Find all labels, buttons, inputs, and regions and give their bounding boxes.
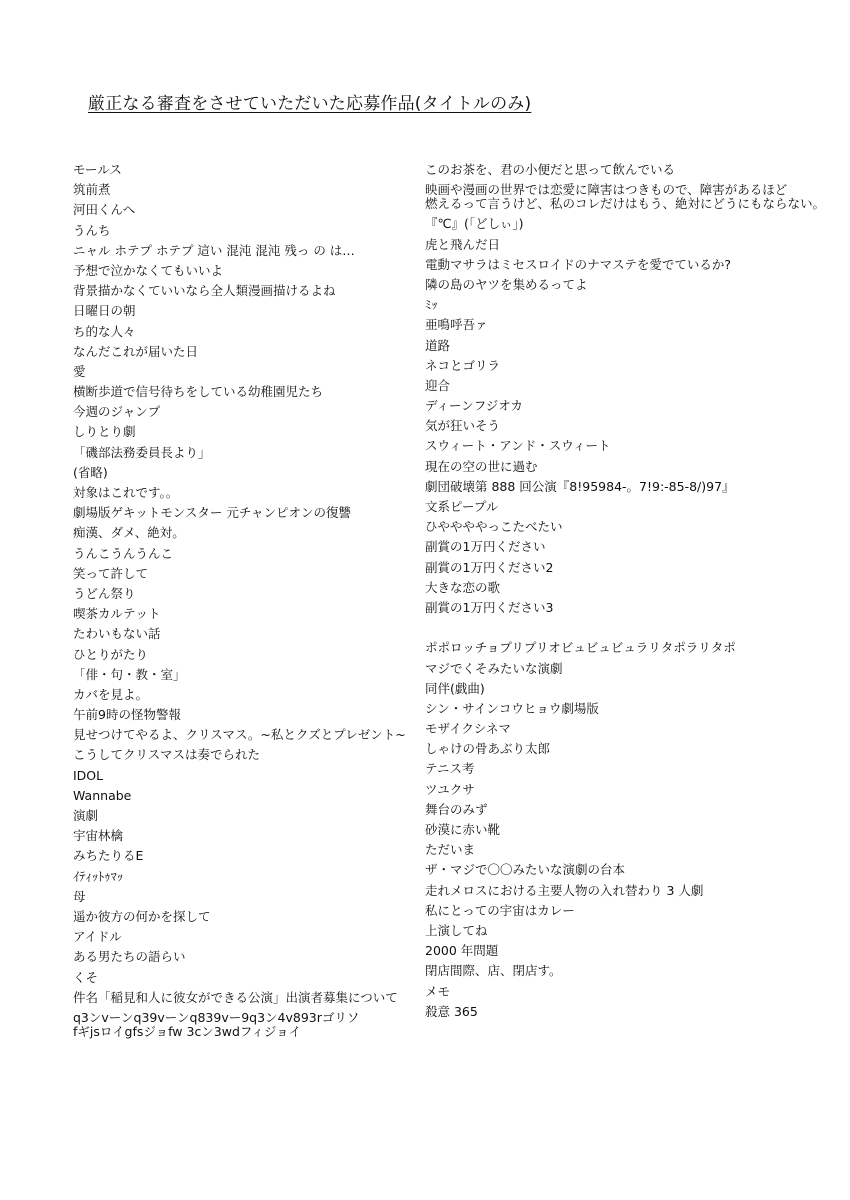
entry-title: みちたりるE (73, 848, 144, 864)
entry-title: 上演してね (425, 922, 488, 938)
entry-title: 大きな恋の歌 (425, 579, 501, 595)
entry-title: スウィート・アンド・スウィート (425, 438, 611, 454)
entry-title: アイドル (73, 929, 122, 945)
entry-title: 「俳・句・教・室」 (73, 666, 186, 682)
entry-title: ディーンフジオカ (425, 398, 523, 414)
entry-title: 映画や漫画の世界では恋愛に障害はつきもので、障害があるほど 燃えるって言うけど、私のコレだけはもう、絶対にどうにもならない。 (425, 182, 826, 212)
entry-title: ﾐｯ (425, 297, 438, 313)
entry-title: メモ (425, 983, 451, 999)
entry-title: モザイクシネマ (425, 721, 512, 737)
entry-title: 日曜日の朝 (73, 303, 136, 319)
entry-title: こうしてクリスマスは奏でられた (73, 747, 261, 763)
entry-title: 午前9時の怪物警報 (73, 707, 181, 723)
entry-title: ネコとゴリラ (425, 357, 501, 373)
entry-title: しりとり劇 (73, 424, 136, 440)
entry-title: IDOL (73, 767, 104, 783)
entry-title: Wannabe (73, 787, 132, 803)
entry-title: ポポロッチョプリプリオビュビュビュラリタポラリタポ (425, 640, 736, 656)
entry-title: シン・サインコウヒョウ劇場版 (425, 700, 599, 716)
entry-title: ち的な人々 (73, 323, 136, 339)
entry-title: 筑前煮 (73, 182, 111, 198)
entry-title: ザ・マジで〇〇みたいな演劇の台本 (425, 862, 626, 878)
entry-title: 私にとっての宇宙はカレー (425, 902, 575, 918)
entry-title: 喫茶カルテット (73, 606, 161, 622)
entry-title: ｲﾃｨｯﾄｩﾏｯ (73, 868, 124, 884)
entry-title: 件名「稲見和人に彼女ができる公演」出演者募集について (73, 989, 398, 1005)
entry-title: 演劇 (73, 808, 99, 823)
title-list-right (425, 163, 825, 1025)
entry-title: モールス (73, 162, 122, 177)
entry-title: 愛 (73, 363, 86, 379)
entry-title: 隣の島のヤツを集めるってよ (425, 276, 588, 292)
entry-title: 母 (73, 888, 86, 904)
entry-title: ある男たちの語らい (73, 949, 186, 965)
entry-title: 亜鳴呼吾ァ (425, 317, 488, 333)
entry-title: 気が狂いそう (425, 418, 501, 434)
entry-title: ツユクサ (425, 781, 475, 797)
entry-title: 遥か彼方の何かを探して (73, 908, 211, 924)
entry-title: 殺意 365 (425, 1003, 478, 1019)
entry-title: 現在の空の世に過む (425, 458, 538, 474)
entry-title: q3ンvーンq39vーンq839vー9q3ン4v893rゴリソ fギjsロイgfsジョfw 3cン3wdフィジョイ (73, 1009, 360, 1039)
entry-title: 対象はこれです。。 (73, 485, 179, 500)
entry-title: 笑って許して (73, 565, 149, 581)
entry-title: 走れメロスにおける主要人物の入れ替わり 3 人劇 (425, 882, 704, 898)
entry-title: 痴漢、ダメ、絶対。 (73, 525, 185, 541)
entry-title: 「磯部法務委員長より」 (73, 444, 211, 460)
entry-title: 劇場版ゲキットモンスター 元チャンピオンの復讐 (73, 505, 351, 521)
entry-title: 虎と飛んだ日 (425, 236, 501, 252)
entry-title: ひややややっこたべたい (425, 519, 563, 535)
entry-title: ニャル ホテプ ホテプ 這い 混沌 混沌 残っ の は… (73, 242, 355, 258)
entry-title: 見せつけてやるよ、クリスマス。~私とクズとプレゼント~ (73, 727, 406, 743)
entry-title: 電動マサラはミセスロイドのナマステを愛でているか? (425, 256, 732, 272)
entry-title: 副賞の1万円ください (425, 539, 546, 555)
entry-title: カバを見よ。 (73, 686, 149, 702)
entry-title: 舞台のみず (425, 801, 488, 817)
entry-title: ひとりがたり (73, 646, 149, 662)
entry-title: (省略) (73, 464, 108, 480)
entry-title: 副賞の1万円ください2 (425, 559, 554, 575)
entry-title: なんだこれが届いた日 (73, 343, 199, 359)
entry-title: うんこうんうんこ (73, 545, 174, 561)
entry-title: 予想で泣かなくてもいいよ (73, 262, 224, 278)
entry-title: 砂漠に赤い靴 (425, 822, 501, 837)
entry-title: 副賞の1万円ください3 (425, 599, 554, 615)
entry-title: 道路 (425, 337, 451, 353)
entry-title: 閉店間際、店、閉店す。 (425, 963, 562, 979)
entry-title: このお茶を、君の小便だと思って飲んでいる (425, 162, 676, 177)
entry-title: 横断歩道で信号待ちをしている幼稚園児たち (73, 384, 324, 400)
entry-title: テニス考 (425, 761, 475, 777)
entry-title: 2000 年問題 (425, 943, 499, 959)
entry-title: 文系ピープル (425, 499, 499, 514)
entry-title: 河田くんへ (73, 202, 136, 218)
entry-title: くそ (73, 969, 99, 985)
entry-title: たわいもない話 (73, 626, 161, 642)
entry-title: 同伴(戯曲) (425, 680, 485, 696)
entry-title: 宇宙林檎 (73, 828, 124, 844)
entry-title: うどん祭り (73, 585, 136, 601)
entry-title: マジでくそみたいな演劇 (425, 660, 563, 676)
entry-title: 『℃』(「どしぃ」) (425, 216, 524, 232)
entry-title: 劇団破壊第 888 回公演『8!95984-。7!9:-85-8/)97』 (425, 478, 735, 494)
entry-title: 迎合 (425, 377, 451, 393)
document-title: 厳正なる審査をさせていただいた応募作品(タイトルのみ) (88, 94, 532, 114)
entry-title: 背景描かなくていいなら全人類漫画描けるよね (73, 283, 336, 299)
entry-title: 今週のジャンプ (73, 404, 161, 420)
entry-title (425, 621, 825, 635)
entry-title: うんち (73, 222, 111, 238)
entry-title: ただいま (425, 842, 476, 858)
entry-title: しゃけの骨あぶり太郎 (425, 741, 551, 757)
title-list-left (73, 163, 418, 1045)
